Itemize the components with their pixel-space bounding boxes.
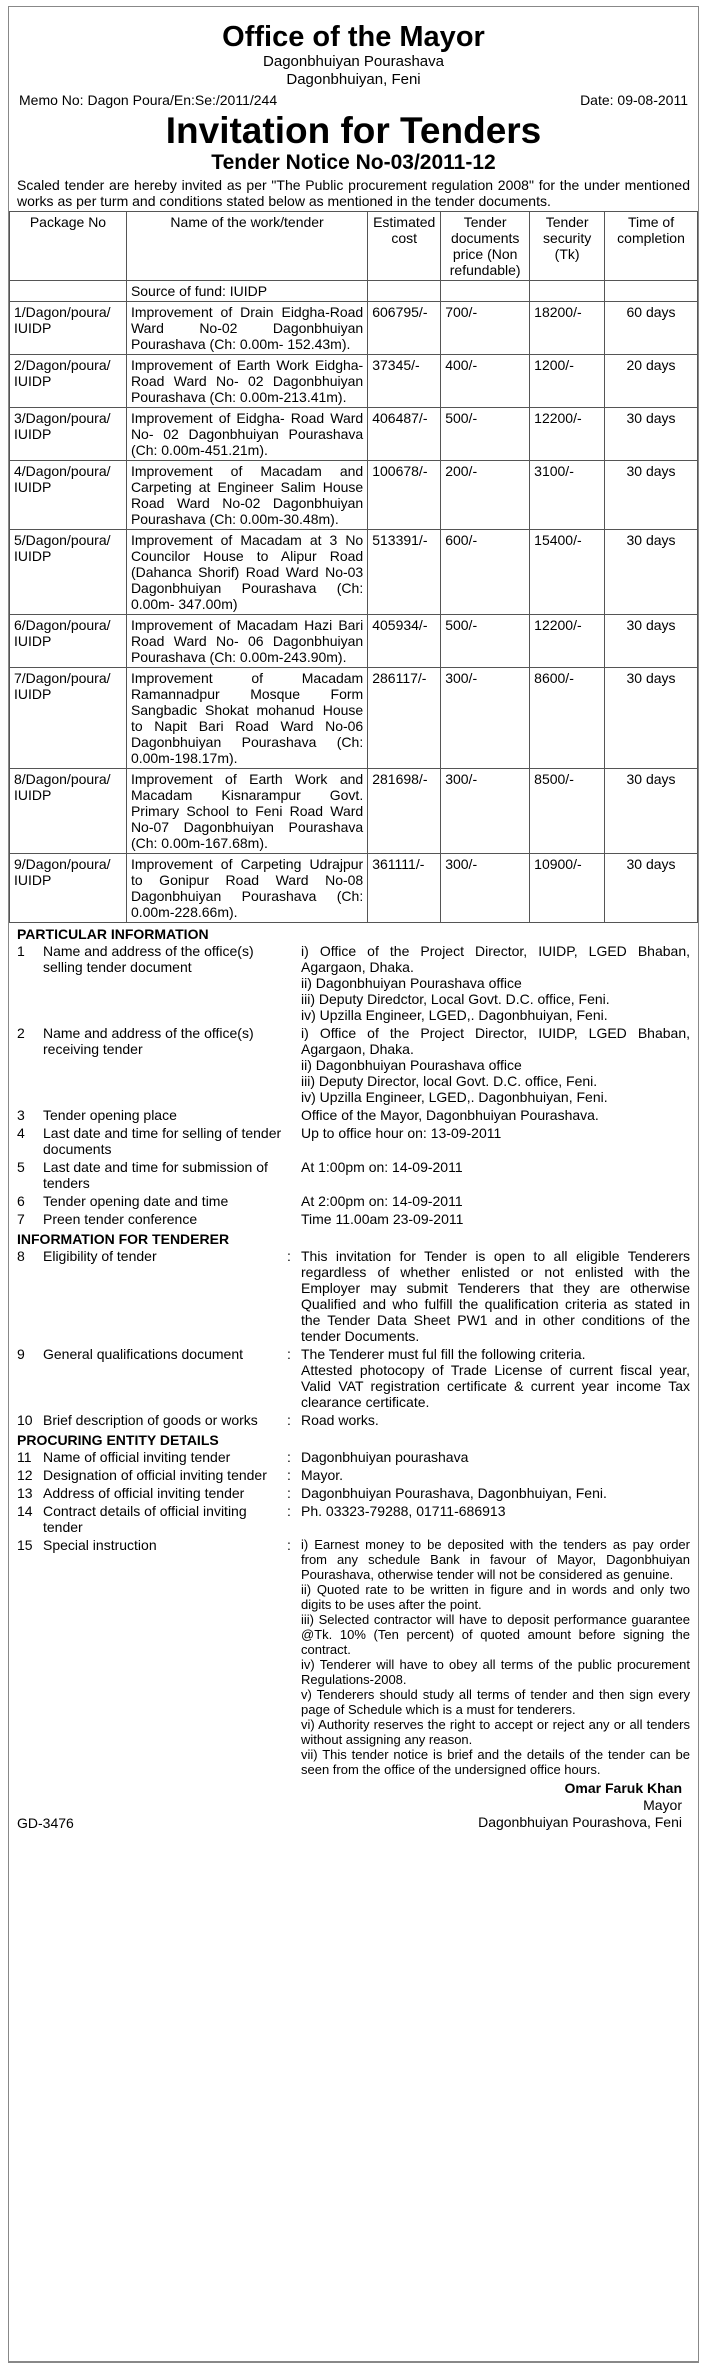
tender-security: 8500/-	[530, 769, 605, 854]
item-label: Brief description of goods or works	[43, 1412, 258, 1428]
estimated-cost: 406487/-	[368, 408, 441, 461]
completion-time: 30 days	[605, 615, 698, 668]
item-separator	[287, 942, 301, 1024]
item-separator	[287, 1210, 301, 1228]
item-label: Contract details of official inviting tender	[43, 1503, 247, 1535]
office-title: Office of the Mayor	[222, 21, 485, 53]
table-row	[10, 769, 698, 854]
tender-security: 1200/-	[530, 355, 605, 408]
item-number: 14	[17, 1503, 33, 1519]
gd-code: GD-3476	[17, 1815, 74, 1831]
table-row	[10, 854, 698, 923]
item-number: 2	[17, 1025, 25, 1041]
work-name: Improvement of Macadam at 3 No Councilor House to Alipur Road (Dahanca Shorif) Road Ward No-03 Dagonbhuiyan Pourashava (Ch: 0.00m- 347.00m)	[126, 530, 367, 615]
item-number: 1	[17, 943, 25, 959]
source-empty-cell	[530, 281, 605, 302]
estimated-cost: 286117/-	[368, 668, 441, 769]
tender-notice-number: Tender Notice No-03/2011-12	[211, 151, 496, 174]
procuring-entity-heading: PROCURING ENTITY DETAILS	[17, 1432, 219, 1448]
item-value: Road works.	[301, 1412, 379, 1428]
table-row	[10, 355, 698, 408]
tender-security: 12200/-	[530, 408, 605, 461]
work-name: Improvement of Carpeting Udrajpur to Gonipur Road Ward No-08 Dagonbhuiyan Pourashava (Ch: 0.00m-228.66m).	[126, 854, 367, 923]
package-number: 9/Dagon/poura/ IUIDP	[10, 854, 127, 923]
package-number: 5/Dagon/poura/ IUIDP	[10, 530, 127, 615]
item-label: Address of official inviting tender	[43, 1485, 245, 1501]
item-value: Time 11.00am 23-09-2011	[301, 1211, 464, 1227]
estimated-cost: 405934/-	[368, 615, 441, 668]
completion-time: 30 days	[605, 769, 698, 854]
item-separator: :	[287, 1537, 291, 1553]
item-value: Up to office hour on: 13-09-2011	[301, 1125, 502, 1141]
item-number: 11	[17, 1449, 32, 1465]
item-separator: :	[287, 1467, 291, 1483]
item-number: 15	[17, 1537, 33, 1553]
item-label: Preen tender conference	[43, 1211, 198, 1227]
item-number: 13	[17, 1485, 33, 1501]
item-label: Tender opening place	[43, 1107, 177, 1123]
estimated-cost: 606795/-	[368, 302, 441, 355]
packages-table	[9, 211, 698, 923]
estimated-cost: 37345/-	[368, 355, 441, 408]
item-number: 10	[17, 1412, 33, 1428]
signatory-designation: Mayor	[643, 1797, 682, 1813]
organization-place: Dagonbhuiyan, Feni	[286, 71, 421, 88]
completion-time: 20 days	[605, 355, 698, 408]
item-separator	[287, 1192, 301, 1210]
item-label: Name and address of the office(s) selling tender document	[43, 943, 254, 975]
table-row	[10, 615, 698, 668]
memo-date: Date: 09-08-2011	[580, 92, 688, 108]
col-header-package: Package No	[10, 212, 127, 281]
item-value: Ph. 03323-79288, 01711-686913	[301, 1503, 506, 1519]
tenderer-info-list	[9, 1247, 698, 1429]
table-row	[10, 461, 698, 530]
item-label: Name of official inviting tender	[43, 1449, 231, 1465]
signatory-office: Dagonbhuiyan Pourashova, Feni	[478, 1814, 682, 1830]
col-header-cost: Estimated cost	[368, 212, 441, 281]
completion-time: 30 days	[605, 530, 698, 615]
estimated-cost: 513391/-	[368, 530, 441, 615]
source-empty-cell	[368, 281, 441, 302]
item-separator: :	[287, 1503, 291, 1519]
item-separator	[287, 1158, 301, 1192]
signature-block	[478, 1780, 690, 1831]
document-price: 700/-	[441, 302, 530, 355]
item-label: Special instruction	[43, 1537, 157, 1553]
organization-name: Dagonbhuiyan Pourashava	[263, 53, 444, 70]
completion-time: 30 days	[605, 461, 698, 530]
item-separator	[287, 1024, 301, 1106]
intro-paragraph: Scaled tender are hereby invited as per "The Public procurement regulation 2008" for the under mentioned works as per turm and conditions stated below as mentioned in the tender documents.	[17, 177, 690, 209]
package-number: 4/Dagon/poura/ IUIDP	[10, 461, 127, 530]
item-separator: :	[287, 1485, 291, 1501]
item-label: Eligibility of tender	[43, 1248, 157, 1264]
document-price: 500/-	[441, 615, 530, 668]
source-empty-cell	[10, 281, 127, 302]
work-name: Improvement of Earth Work and Macadam Kisnarampur Govt. Primary School to Feni Road Ward No-07 Dagonbhuiyan Pourashava (Ch: 0.00m-167.68m).	[126, 769, 367, 854]
work-name: Improvement of Earth Work Eidgha- Road Ward No- 02 Dagonbhuiyan Pourashava (Ch: 0.00m-213.41m).	[126, 355, 367, 408]
completion-time: 30 days	[605, 854, 698, 923]
tender-security: 15400/-	[530, 530, 605, 615]
item-separator: :	[287, 1449, 291, 1465]
work-name: Improvement of Macadam Hazi Bari Road Ward No- 06 Dagonbhuiyan Pourashava (Ch: 0.00m-243.90m).	[126, 615, 367, 668]
document-price: 500/-	[441, 408, 530, 461]
item-separator	[287, 1124, 301, 1158]
item-number: 4	[17, 1125, 25, 1141]
col-header-work: Name of the work/tender	[126, 212, 367, 281]
bottom-rule	[9, 2361, 698, 2362]
notice-footer	[9, 1780, 698, 1831]
table-header-row	[10, 212, 698, 281]
document-price: 300/-	[441, 769, 530, 854]
procuring-entity-list	[9, 1448, 698, 1778]
col-header-doc-price: Tender documents price (Non refundable)	[441, 212, 530, 281]
source-row	[10, 281, 698, 302]
item-number: 8	[17, 1248, 25, 1264]
item-value: Dagonbhuiyan Pourashava, Dagonbhuiyan, Feni.	[301, 1485, 607, 1501]
work-name: Improvement of Macadam and Carpeting at Engineer Salim House Road Ward No-02 Dagonbhuiyan Pourashava (Ch: 0.00m-30.48m).	[126, 461, 367, 530]
item-value: i) Earnest money to be deposited with the tenders as pay order from any schedule Bank in favour of Mayor, Dagonbhuiyan Pourashava, otherwise tender will not be considered as genuine. ii) Quoted rate to be written in figure and in words and only two digits to be uses after the point. iii) Selected contractor will have to deposit performance guarantee @Tk. 10% (Ten percent) of quoted amount before signing the contract. iv) Tenderer will have to obey all terms of the public procurement Regulations-2008. v) Tenderers should study all terms of tender and then sign every page of Schedule which is a must for tenderers. vi) Authority reserves the right to accept or reject any or all tenders without assigning any reason. vii) This tender notice is brief and the details of the tender can be seen from the office of the undersigned office hours.	[301, 1537, 690, 1777]
tender-security: 10900/-	[530, 854, 605, 923]
item-number: 3	[17, 1107, 25, 1123]
tender-security: 3100/-	[530, 461, 605, 530]
completion-time: 30 days	[605, 408, 698, 461]
item-label: Last date and time for submission of tenders	[43, 1159, 268, 1191]
memo-number: Memo No: Dagon Poura/En:Se:/2011/244	[19, 92, 278, 108]
invitation-title: Invitation for Tenders	[165, 110, 542, 151]
item-number: 9	[17, 1346, 25, 1362]
item-value: i) Office of the Project Director, IUIDP, LGED Bhaban, Agargaon, Dhaka. ii) Dagonbhuiyan Pourashava office iii) Deputy Director, local Govt. D.C. office, Feni. iv) Upzilla Engineer, LGED,. Dagonbhuiyan, Feni.	[301, 1025, 690, 1105]
item-separator: :	[287, 1248, 291, 1264]
source-of-fund: Source of fund: IUIDP	[126, 281, 367, 302]
item-value: This invitation for Tender is open to all eligible Tenderers regardless of whether enlisted or not enlisted with the Employer may submit Tenderers that they are otherwise Qualified and who fulfill the qualification criteria as stated in the Tender Data Sheet PW1 and in other conditions of the tender Documents.	[301, 1248, 690, 1344]
item-value: At 2:00pm on: 14-09-2011	[301, 1193, 463, 1209]
item-separator: :	[287, 1346, 291, 1362]
package-number: 8/Dagon/poura/ IUIDP	[10, 769, 127, 854]
item-number: 12	[17, 1467, 33, 1483]
item-number: 5	[17, 1159, 25, 1175]
item-value: Dagonbhuiyan pourashava	[301, 1449, 469, 1465]
tender-security: 8600/-	[530, 668, 605, 769]
tender-notice-page	[8, 6, 699, 2363]
completion-time: 60 days	[605, 302, 698, 355]
document-price: 600/-	[441, 530, 530, 615]
item-value: The Tenderer must ful fill the following criteria. Attested photocopy of Trade License of current fiscal year, Valid VAT registration certificate & current year income Tax clearance certificate.	[301, 1346, 690, 1410]
item-label: Last date and time for selling of tender documents	[43, 1125, 282, 1157]
tender-security: 12200/-	[530, 615, 605, 668]
table-row	[10, 302, 698, 355]
source-empty-cell	[441, 281, 530, 302]
item-value: i) Office of the Project Director, IUIDP, LGED Bhaban, Agargaon, Dhaka. ii) Dagonbhuiyan Pourashava office iii) Deputy Diredctor, Local Govt. D.C. office, Feni. iv) Upzilla Engineer, LGED,. Dagonbhuiyan, Feni.	[301, 943, 690, 1023]
col-header-security: Tender security (Tk)	[530, 212, 605, 281]
col-header-time: Time of completion	[605, 212, 698, 281]
package-number: 3/Dagon/poura/ IUIDP	[10, 408, 127, 461]
item-label: Designation of official inviting tender	[43, 1467, 267, 1483]
notice-header	[9, 21, 698, 89]
estimated-cost: 281698/-	[368, 769, 441, 854]
item-label: Name and address of the office(s) receiving tender	[43, 1025, 254, 1057]
memo-line	[9, 89, 698, 109]
item-value: Office of the Mayor, Dagonbhuiyan Pourashava.	[301, 1107, 599, 1123]
tender-security: 18200/-	[530, 302, 605, 355]
table-row	[10, 408, 698, 461]
work-name: Improvement of Macadam Ramannadpur Mosque Form Sangbadic Shokat mohanud House to Napit Bari Road Ward No-06 Dagonbhuiyan Pourashava (Ch: 0.00m-198.17m).	[126, 668, 367, 769]
work-name: Improvement of Eidgha- Road Ward No- 02 Dagonbhuiyan Pourashava (Ch: 0.00m-451.21m).	[126, 408, 367, 461]
source-empty-cell	[605, 281, 698, 302]
particular-info-heading: PARTICULAR INFORMATION	[17, 926, 209, 942]
package-number: 7/Dagon/poura/ IUIDP	[10, 668, 127, 769]
package-number: 6/Dagon/poura/ IUIDP	[10, 615, 127, 668]
item-value: At 1:00pm on: 14-09-2011	[301, 1159, 463, 1175]
item-label: General qualifications document	[43, 1346, 244, 1362]
particular-info-list	[9, 942, 698, 1228]
estimated-cost: 361111/-	[368, 854, 441, 923]
tenderer-info-heading: INFORMATION FOR TENDERER	[17, 1231, 230, 1247]
work-name: Improvement of Drain Eidgha-Road Ward No-02 Dagonbhuiyan Pourashava (Ch: 0.00m- 152.43m).	[126, 302, 367, 355]
item-value: Mayor.	[301, 1467, 344, 1483]
item-number: 7	[17, 1211, 25, 1227]
item-number: 6	[17, 1193, 25, 1209]
signatory-name: Omar Faruk Khan	[564, 1780, 682, 1796]
table-row	[10, 668, 698, 769]
document-price: 200/-	[441, 461, 530, 530]
completion-time: 30 days	[605, 668, 698, 769]
item-label: Tender opening date and time	[43, 1193, 229, 1209]
table-row	[10, 530, 698, 615]
package-number: 1/Dagon/poura/ IUIDP	[10, 302, 127, 355]
estimated-cost: 100678/-	[368, 461, 441, 530]
document-price: 400/-	[441, 355, 530, 408]
item-separator: :	[287, 1412, 291, 1428]
document-price: 300/-	[441, 854, 530, 923]
document-price: 300/-	[441, 668, 530, 769]
package-number: 2/Dagon/poura/ IUIDP	[10, 355, 127, 408]
item-separator	[287, 1106, 301, 1124]
